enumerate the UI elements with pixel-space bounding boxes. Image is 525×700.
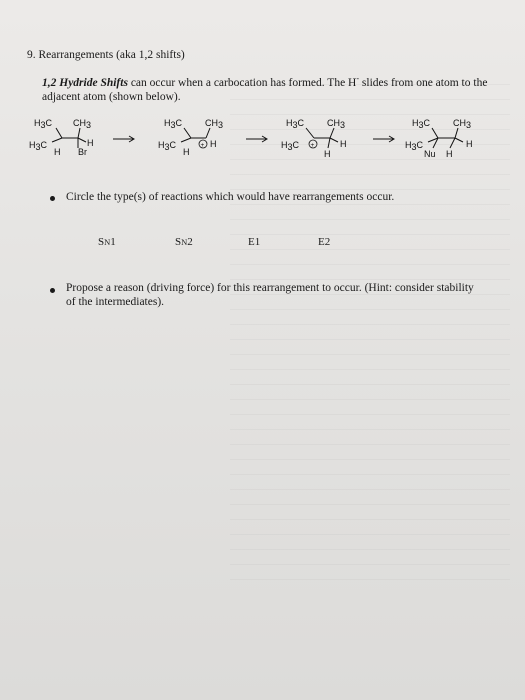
atom-label: H3C	[29, 140, 48, 152]
atom-label: H3C	[405, 140, 424, 152]
intro-text: can occur when a carbocation has formed. The H	[127, 76, 357, 89]
option-sn1[interactable]: SN1	[98, 236, 116, 248]
atom-label: H3C	[164, 118, 183, 130]
atom-label: H	[54, 147, 61, 157]
atom-label: H	[466, 139, 473, 149]
atom-label: H	[87, 138, 94, 148]
atom-label: H3C	[158, 140, 177, 152]
atom-label: Br	[78, 147, 87, 157]
atom-label: H	[183, 147, 190, 157]
atom-label: H3C	[286, 118, 305, 130]
hydride-shift-scheme	[0, 110, 525, 170]
option-e1[interactable]: E1	[248, 236, 261, 248]
bullet-icon	[50, 288, 55, 293]
charge-symbol: +	[200, 142, 205, 149]
structure-alkyl-bromide	[29, 118, 94, 157]
atom-label: H	[324, 149, 331, 159]
charge-symbol: +	[310, 142, 315, 149]
atom-label: CH3	[327, 118, 346, 130]
structure-product	[405, 118, 473, 159]
atom-label: Nu	[424, 149, 436, 159]
atom-label: H	[210, 139, 217, 149]
structure-carbocation-1	[158, 118, 223, 157]
bullet-icon	[50, 196, 55, 201]
bullet-circle-reactions: Circle the type(s) of reactions which would have rearrangements occur.	[66, 191, 395, 203]
atom-label: H3C	[281, 140, 300, 152]
option-e2[interactable]: E2	[318, 236, 331, 248]
intro-tail: slides from one atom to the adjacent atom (shown below).	[42, 76, 488, 103]
atom-label: H	[446, 149, 453, 159]
intro-superscript: -	[356, 74, 360, 83]
atom-label: CH3	[73, 118, 92, 130]
atom-label: H3C	[34, 118, 53, 130]
atom-label: H3C	[412, 118, 431, 130]
intro-bold-term: 1,2 Hydride Shifts	[42, 76, 128, 89]
atom-label: H	[340, 139, 347, 149]
question-intro	[42, 72, 507, 104]
atom-label: CH3	[205, 118, 224, 130]
bullet-propose-reason: Propose a reason (driving force) for this rearrangement to occur. (Hint: consider stability of the intermediates).	[66, 282, 474, 308]
structure-carbocation-2	[281, 118, 347, 159]
question-title: 9. Rearrangements (aka 1,2 shifts)	[27, 49, 185, 61]
option-sn2[interactable]: SN2	[175, 236, 193, 248]
atom-label: CH3	[453, 118, 472, 130]
